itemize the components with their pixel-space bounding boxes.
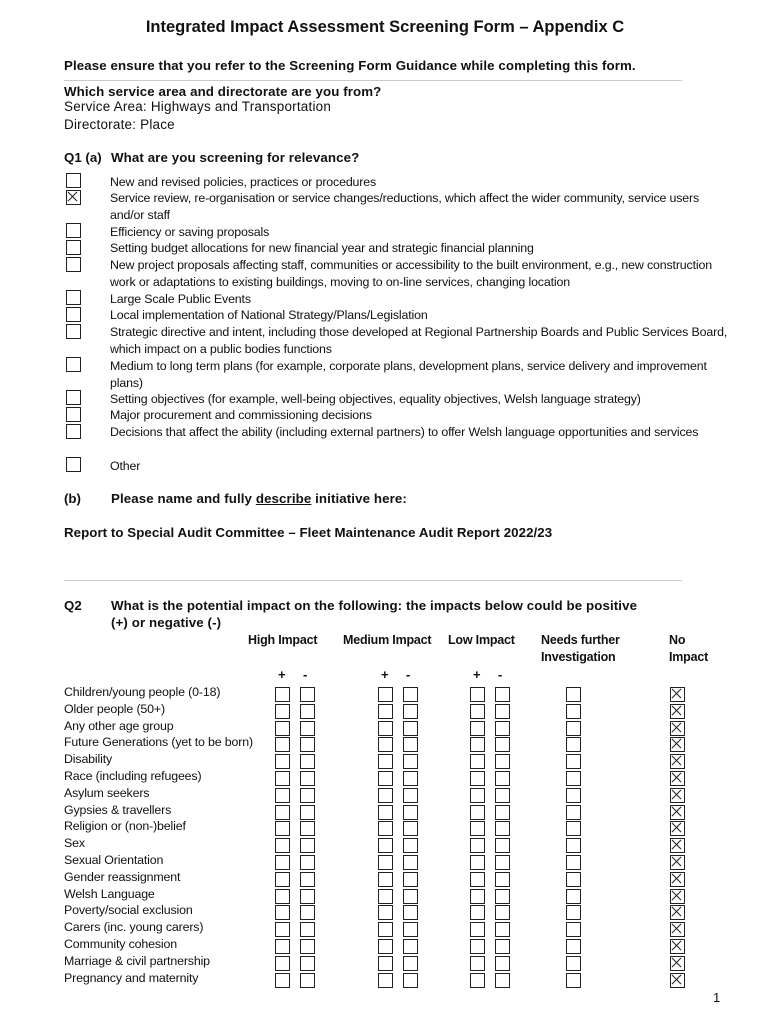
impact-checkbox-medium-minus[interactable]: [403, 889, 418, 904]
q1a-option-checkbox[interactable]: [66, 173, 81, 188]
impact-checkbox-high-plus[interactable]: [275, 821, 290, 836]
impact-checkbox-no-impact[interactable]: [670, 704, 685, 719]
impact-row-label: Pregnancy and maternity: [64, 970, 199, 985]
impact-checkbox-low-plus[interactable]: [470, 889, 485, 904]
impact-row-label: Older people (50+): [64, 701, 165, 716]
impact-checkbox-no-impact[interactable]: [670, 855, 685, 870]
q1a-option-label: Setting budget allocations for new financial year and strategic financial planning: [110, 241, 534, 255]
impact-checkbox-high-minus[interactable]: [300, 821, 315, 836]
q1a-option-checkbox[interactable]: [66, 190, 81, 205]
q1a-option-checkbox[interactable]: [66, 240, 81, 255]
impact-checkbox-low-minus[interactable]: [495, 737, 510, 752]
impact-row-label: Any other age group: [64, 718, 174, 733]
impact-checkbox-high-minus[interactable]: [300, 754, 315, 769]
q1a-option-label: Strategic directive and intent, including those developed at Regional Partnership Boards and Public Services Board, which impact on a public bodies functions: [110, 325, 728, 356]
impact-checkbox-medium-minus[interactable]: [403, 872, 418, 887]
impact-checkbox-needs-investigation[interactable]: [566, 805, 581, 820]
q1a-option-label: Efficiency or saving proposals: [110, 225, 270, 239]
impact-checkbox-low-plus[interactable]: [470, 922, 485, 937]
impact-checkbox-high-minus[interactable]: [300, 788, 315, 803]
medium-minus-sign: -: [406, 667, 411, 682]
impact-checkbox-high-minus[interactable]: [300, 956, 315, 971]
impact-checkbox-high-minus[interactable]: [300, 889, 315, 904]
service-area: Service Area: Highways and Transportation: [64, 99, 332, 114]
impact-checkbox-low-minus[interactable]: [495, 687, 510, 702]
impact-checkbox-needs-investigation[interactable]: [566, 922, 581, 937]
impact-checkbox-high-minus[interactable]: [300, 838, 315, 853]
impact-row-label: Children/young people (0-18): [64, 685, 221, 699]
q1a-option-label: New and revised policies, practices or procedures: [110, 175, 377, 189]
impact-checkbox-high-plus[interactable]: [275, 905, 290, 920]
impact-checkbox-high-minus[interactable]: [300, 939, 315, 954]
impact-checkbox-medium-plus[interactable]: [378, 922, 393, 937]
impact-checkbox-low-minus[interactable]: [495, 939, 510, 954]
q1a-option-label: Local implementation of National Strategy/Plans/Legislation: [110, 308, 428, 322]
impact-checkbox-medium-minus[interactable]: [403, 956, 418, 971]
impact-row-label: Religion or (non-)belief: [64, 819, 186, 834]
impact-checkbox-needs-investigation[interactable]: [566, 973, 581, 988]
impact-row-label: Gypsies & travellers: [64, 802, 172, 817]
impact-checkbox-no-impact[interactable]: [670, 737, 685, 752]
q1a-option-label: Decisions that affect the ability (including external partners) to offer Welsh language opportunities and services: [110, 425, 699, 439]
directorate: Directorate: Place: [64, 117, 175, 132]
impact-checkbox-no-impact[interactable]: [670, 721, 685, 736]
impact-row-label: Poverty/social exclusion: [64, 903, 193, 918]
impact-checkbox-no-impact[interactable]: [670, 872, 685, 887]
q2-question-line1: What is the potential impact on the following: the impacts below could be positive: [111, 598, 638, 613]
impact-checkbox-no-impact[interactable]: [670, 771, 685, 786]
impact-checkbox-high-plus[interactable]: [275, 687, 290, 702]
impact-checkbox-low-minus[interactable]: [495, 973, 510, 988]
impact-checkbox-low-minus[interactable]: [495, 721, 510, 736]
impact-checkbox-high-minus[interactable]: [300, 704, 315, 719]
impact-checkbox-needs-investigation[interactable]: [566, 855, 581, 870]
impact-checkbox-medium-plus[interactable]: [378, 905, 393, 920]
impact-checkbox-medium-plus[interactable]: [378, 788, 393, 803]
impact-checkbox-needs-investigation[interactable]: [566, 687, 581, 702]
impact-row-label: Sex: [64, 836, 85, 851]
impact-checkbox-low-plus[interactable]: [470, 838, 485, 853]
impact-checkbox-no-impact[interactable]: [670, 905, 685, 920]
impact-checkbox-medium-plus[interactable]: [378, 872, 393, 887]
q1a-option-checkbox[interactable]: [66, 357, 81, 372]
impact-checkbox-medium-plus[interactable]: [378, 687, 393, 702]
medium-plus-sign: +: [381, 667, 389, 682]
q1a-label: Q1 (a): [64, 150, 102, 165]
q2-label: Q2: [64, 598, 82, 613]
impact-checkbox-needs-investigation[interactable]: [566, 771, 581, 786]
q1a-option-label: Large Scale Public Events: [110, 292, 251, 306]
col-low-impact: Low Impact: [448, 633, 515, 647]
high-minus-sign: -: [303, 667, 308, 682]
impact-checkbox-low-minus[interactable]: [495, 872, 510, 887]
impact-checkbox-low-minus[interactable]: [495, 805, 510, 820]
impact-row-label: Gender reassignment: [64, 869, 181, 884]
impact-checkbox-no-impact[interactable]: [670, 788, 685, 803]
col-no-impact: No Impact: [669, 633, 709, 664]
impact-checkbox-no-impact[interactable]: [670, 922, 685, 937]
impact-checkbox-low-plus[interactable]: [470, 939, 485, 954]
impact-checkbox-high-minus[interactable]: [300, 973, 315, 988]
q1b-question: Please name and fully describe initiative here:: [111, 491, 407, 506]
impact-checkbox-medium-plus[interactable]: [378, 973, 393, 988]
impact-checkbox-low-minus[interactable]: [495, 956, 510, 971]
impact-checkbox-needs-investigation[interactable]: [566, 721, 581, 736]
divider-top: [64, 80, 682, 81]
impact-checkbox-high-minus[interactable]: [300, 771, 315, 786]
impact-checkbox-medium-plus[interactable]: [378, 821, 393, 836]
impact-checkbox-low-minus[interactable]: [495, 754, 510, 769]
impact-checkbox-medium-minus[interactable]: [403, 788, 418, 803]
impact-checkbox-medium-plus[interactable]: [378, 704, 393, 719]
impact-checkbox-no-impact[interactable]: [670, 687, 685, 702]
col-medium-impact: Medium Impact: [343, 633, 432, 647]
impact-checkbox-low-plus[interactable]: [470, 754, 485, 769]
impact-checkbox-low-plus[interactable]: [470, 805, 485, 820]
impact-checkbox-low-plus[interactable]: [470, 956, 485, 971]
q1b-label: (b): [64, 491, 81, 506]
impact-checkbox-medium-minus[interactable]: [403, 973, 418, 988]
impact-checkbox-high-plus[interactable]: [275, 922, 290, 937]
impact-checkbox-needs-investigation[interactable]: [566, 872, 581, 887]
impact-checkbox-high-plus[interactable]: [275, 889, 290, 904]
impact-checkbox-high-plus[interactable]: [275, 754, 290, 769]
impact-row-label: Future Generations (yet to be born): [64, 735, 253, 750]
impact-checkbox-low-plus[interactable]: [470, 721, 485, 736]
impact-checkbox-no-impact[interactable]: [670, 889, 685, 904]
impact-checkbox-high-plus[interactable]: [275, 771, 290, 786]
impact-checkbox-no-impact[interactable]: [670, 805, 685, 820]
impact-row-label: Community cohesion: [64, 937, 177, 951]
impact-checkbox-low-minus[interactable]: [495, 855, 510, 870]
impact-checkbox-medium-minus[interactable]: [403, 838, 418, 853]
impact-checkbox-high-minus[interactable]: [300, 905, 315, 920]
impact-checkbox-low-minus[interactable]: [495, 771, 510, 786]
impact-checkbox-medium-plus[interactable]: [378, 956, 393, 971]
q1a-option-label: Other: [110, 459, 141, 473]
impact-checkbox-no-impact[interactable]: [670, 838, 685, 853]
q1a-option-checkbox[interactable]: [66, 457, 81, 472]
impact-checkbox-needs-investigation[interactable]: [566, 704, 581, 719]
impact-checkbox-medium-plus[interactable]: [378, 855, 393, 870]
impact-checkbox-medium-plus[interactable]: [378, 889, 393, 904]
impact-checkbox-high-minus[interactable]: [300, 855, 315, 870]
impact-checkbox-medium-plus[interactable]: [378, 939, 393, 954]
impact-checkbox-low-minus[interactable]: [495, 838, 510, 853]
impact-checkbox-low-plus[interactable]: [470, 855, 485, 870]
q1a-option-checkbox[interactable]: [66, 307, 81, 322]
impact-checkbox-low-minus[interactable]: [495, 905, 510, 920]
low-minus-sign: -: [498, 667, 503, 682]
q1a-option-checkbox[interactable]: [66, 407, 81, 422]
impact-checkbox-high-plus[interactable]: [275, 838, 290, 853]
impact-checkbox-low-plus[interactable]: [470, 788, 485, 803]
impact-checkbox-high-plus[interactable]: [275, 737, 290, 752]
impact-checkbox-needs-investigation[interactable]: [566, 737, 581, 752]
impact-checkbox-low-minus[interactable]: [495, 889, 510, 904]
col-high-impact: High Impact: [248, 633, 318, 647]
impact-checkbox-needs-investigation[interactable]: [566, 788, 581, 803]
impact-checkbox-medium-minus[interactable]: [403, 737, 418, 752]
impact-checkbox-no-impact[interactable]: [670, 821, 685, 836]
q1a-option-label: New project proposals affecting staff, communities or accessibility to the built environment, e.g., new construction work or adaptations to existing buildings, moving to on-line services, changing location: [110, 258, 712, 289]
page-number: 1: [713, 990, 721, 1005]
impact-checkbox-high-minus[interactable]: [300, 721, 315, 736]
impact-checkbox-medium-minus[interactable]: [403, 704, 418, 719]
impact-checkbox-medium-plus[interactable]: [378, 771, 393, 786]
impact-checkbox-low-minus[interactable]: [495, 922, 510, 937]
impact-checkbox-no-impact[interactable]: [670, 939, 685, 954]
impact-checkbox-low-plus[interactable]: [470, 771, 485, 786]
impact-checkbox-high-plus[interactable]: [275, 721, 290, 736]
impact-checkbox-medium-minus[interactable]: [403, 687, 418, 702]
impact-row-label: Race (including refugees): [64, 769, 202, 783]
impact-checkbox-high-minus[interactable]: [300, 805, 315, 820]
q1a-option-label: Major procurement and commissioning decisions: [110, 408, 372, 422]
q1a-option-checkbox[interactable]: [66, 424, 81, 439]
impact-row-label: Disability: [64, 752, 113, 767]
q1a-option-checkbox[interactable]: [66, 257, 81, 272]
impact-checkbox-high-plus[interactable]: [275, 855, 290, 870]
impact-checkbox-no-impact[interactable]: [670, 754, 685, 769]
impact-checkbox-medium-plus[interactable]: [378, 838, 393, 853]
high-plus-sign: +: [278, 667, 286, 682]
q1a-option-label: Service review, re-organisation or service changes/reductions, which affect the wider community, service users and/or staff: [110, 191, 700, 222]
impact-checkbox-high-plus[interactable]: [275, 788, 290, 803]
impact-checkbox-needs-investigation[interactable]: [566, 889, 581, 904]
q1b-answer[interactable]: Report to Special Audit Committee – Fleet Maintenance Audit Report 2022/23: [64, 525, 553, 540]
impact-checkbox-medium-minus[interactable]: [403, 939, 418, 954]
impact-checkbox-low-minus[interactable]: [495, 704, 510, 719]
impact-checkbox-low-plus[interactable]: [470, 905, 485, 920]
impact-checkbox-high-plus[interactable]: [275, 956, 290, 971]
impact-checkbox-medium-plus[interactable]: [378, 721, 393, 736]
impact-checkbox-medium-minus[interactable]: [403, 721, 418, 736]
impact-checkbox-high-minus[interactable]: [300, 737, 315, 752]
impact-checkbox-needs-investigation[interactable]: [566, 956, 581, 971]
low-plus-sign: +: [473, 667, 481, 682]
q1a-question: What are you screening for relevance?: [111, 150, 360, 165]
impact-checkbox-medium-plus[interactable]: [378, 754, 393, 769]
service-area-question: Which service area and directorate are you from?: [64, 84, 382, 99]
impact-checkbox-high-minus[interactable]: [300, 687, 315, 702]
impact-checkbox-high-minus[interactable]: [300, 872, 315, 887]
impact-checkbox-no-impact[interactable]: [670, 956, 685, 971]
impact-checkbox-medium-minus[interactable]: [403, 805, 418, 820]
impact-checkbox-low-minus[interactable]: [495, 788, 510, 803]
impact-checkbox-medium-plus[interactable]: [378, 737, 393, 752]
impact-checkbox-medium-minus[interactable]: [403, 855, 418, 870]
impact-checkbox-high-plus[interactable]: [275, 704, 290, 719]
impact-row-label: Carers (inc. young carers): [64, 920, 204, 935]
impact-checkbox-needs-investigation[interactable]: [566, 939, 581, 954]
impact-checkbox-medium-plus[interactable]: [378, 805, 393, 820]
divider-middle: [64, 580, 682, 581]
col-needs-investigation: Needs further Investigation: [541, 633, 620, 664]
q1a-option-label: Medium to long term plans (for example, corporate plans, development plans, service delivery and improvement plans): [110, 359, 707, 390]
q2-question-line2: (+) or negative (-): [111, 615, 222, 630]
impact-row-label: Sexual Orientation: [64, 853, 164, 867]
impact-checkbox-high-plus[interactable]: [275, 973, 290, 988]
impact-checkbox-high-minus[interactable]: [300, 922, 315, 937]
impact-checkbox-low-plus[interactable]: [470, 821, 485, 836]
impact-checkbox-low-plus[interactable]: [470, 704, 485, 719]
impact-checkbox-low-plus[interactable]: [470, 687, 485, 702]
page-title: Integrated Impact Assessment Screening Form – Appendix C: [145, 18, 625, 36]
guidance-note: Please ensure that you refer to the Screening Form Guidance while completing this form.: [64, 58, 636, 73]
impact-checkbox-needs-investigation[interactable]: [566, 838, 581, 853]
impact-row-label: Welsh Language: [64, 886, 155, 901]
impact-row-label: Asylum seekers: [64, 785, 150, 800]
impact-checkbox-no-impact[interactable]: [670, 973, 685, 988]
q1a-option-checkbox[interactable]: [66, 223, 81, 238]
impact-checkbox-low-plus[interactable]: [470, 973, 485, 988]
impact-row-label: Marriage & civil partnership: [64, 953, 210, 968]
impact-checkbox-low-minus[interactable]: [495, 821, 510, 836]
impact-checkbox-low-plus[interactable]: [470, 872, 485, 887]
impact-checkbox-medium-minus[interactable]: [403, 754, 418, 769]
q1a-option-label: Setting objectives (for example, well-being objectives, equality objectives, Welsh language strategy): [110, 392, 641, 406]
impact-checkbox-needs-investigation[interactable]: [566, 821, 581, 836]
impact-checkbox-needs-investigation[interactable]: [566, 754, 581, 769]
impact-checkbox-high-plus[interactable]: [275, 805, 290, 820]
impact-checkbox-needs-investigation[interactable]: [566, 905, 581, 920]
impact-checkbox-medium-minus[interactable]: [403, 905, 418, 920]
impact-checkbox-high-plus[interactable]: [275, 872, 290, 887]
impact-checkbox-medium-minus[interactable]: [403, 821, 418, 836]
q1a-option-checkbox[interactable]: [66, 390, 81, 405]
impact-checkbox-medium-minus[interactable]: [403, 922, 418, 937]
impact-checkbox-high-plus[interactable]: [275, 939, 290, 954]
q1a-option-checkbox[interactable]: [66, 290, 81, 305]
impact-checkbox-low-plus[interactable]: [470, 737, 485, 752]
q1a-option-checkbox[interactable]: [66, 324, 81, 339]
impact-checkbox-medium-minus[interactable]: [403, 771, 418, 786]
